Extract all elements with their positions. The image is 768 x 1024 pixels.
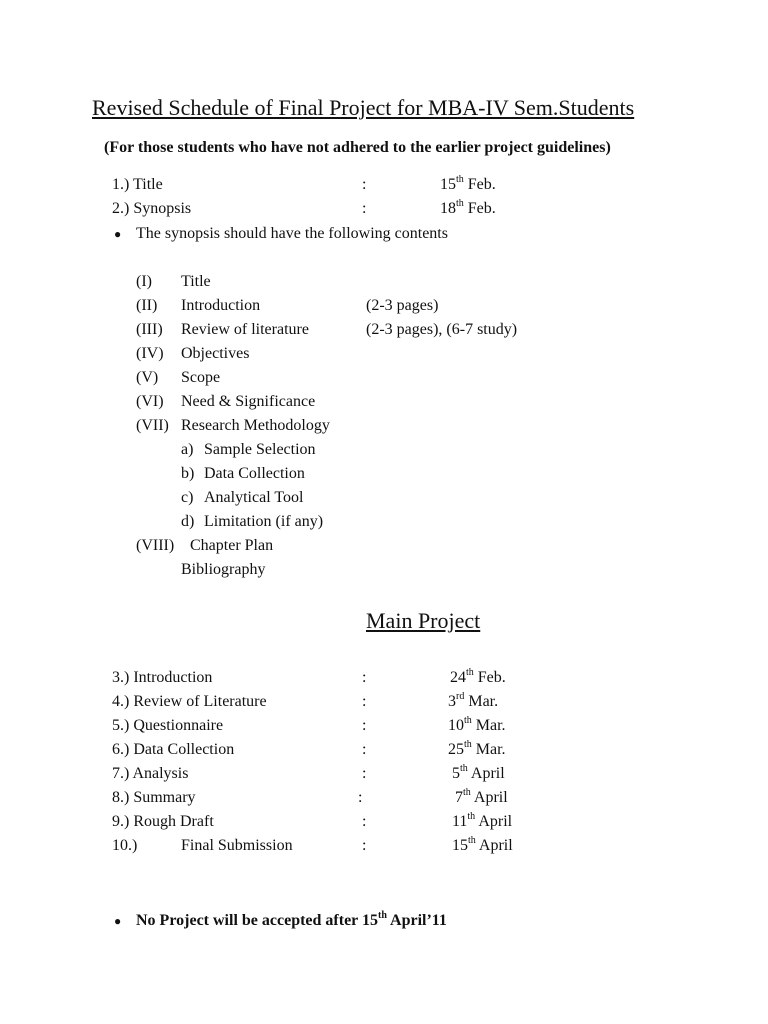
schedule-number: 10.) bbox=[112, 837, 138, 854]
contents-number: (VI) bbox=[136, 393, 164, 410]
methodology-letter: c) bbox=[181, 489, 194, 506]
schedule-separator: : bbox=[362, 717, 367, 734]
contents-number: (III) bbox=[136, 321, 163, 338]
schedule-date: 10th Mar. bbox=[448, 715, 506, 734]
schedule-date: 25th Mar. bbox=[448, 739, 506, 758]
contents-note: (2-3 pages), (6-7 study) bbox=[366, 321, 518, 338]
contents-number: (VIII) bbox=[136, 537, 175, 554]
schedule-separator: : bbox=[362, 813, 367, 830]
schedule-date: 18th Feb. bbox=[440, 198, 496, 217]
contents-item: Objectives bbox=[181, 345, 250, 362]
methodology-item: Sample Selection bbox=[204, 441, 316, 458]
section-heading: Main Project bbox=[366, 608, 481, 633]
methodology-item: Data Collection bbox=[204, 465, 305, 482]
schedule-date: 11th April bbox=[452, 811, 513, 830]
schedule-separator: : bbox=[362, 837, 367, 854]
contents-number: (II) bbox=[136, 297, 158, 314]
schedule-date: 5th April bbox=[452, 763, 505, 782]
final-note: No Project will be accepted after 15th April’11 bbox=[136, 910, 447, 929]
methodology-item: Limitation (if any) bbox=[204, 513, 324, 530]
schedule-separator: : bbox=[362, 176, 367, 193]
contents-item: Introduction bbox=[181, 297, 261, 314]
methodology-item: Analytical Tool bbox=[204, 489, 304, 506]
contents-item: Chapter Plan bbox=[190, 537, 274, 554]
contents-item: Review of literature bbox=[181, 321, 309, 338]
schedule-date: 7th April bbox=[455, 787, 508, 806]
bullet-icon: ● bbox=[114, 914, 122, 928]
schedule-separator: : bbox=[362, 200, 367, 217]
contents-item: Scope bbox=[181, 369, 221, 386]
schedule-label: 7.) Analysis bbox=[112, 765, 189, 782]
schedule-label: 4.) Review of Literature bbox=[112, 693, 267, 710]
schedule-label: 3.) Introduction bbox=[112, 669, 213, 686]
schedule-separator: : bbox=[362, 669, 367, 686]
page-subtitle: (For those students who have not adhered to the earlier project guidelines) bbox=[104, 139, 611, 156]
contents-note: (2-3 pages) bbox=[366, 297, 439, 314]
schedule-separator: : bbox=[362, 765, 367, 782]
schedule-separator: : bbox=[362, 741, 367, 758]
schedule-date: 3rd Mar. bbox=[448, 691, 499, 710]
contents-number: (IV) bbox=[136, 345, 164, 362]
schedule-date: 24th Feb. bbox=[450, 667, 506, 686]
methodology-letter: b) bbox=[181, 465, 195, 482]
synopsis-note: The synopsis should have the following contents bbox=[136, 225, 448, 242]
bullet-icon: ● bbox=[114, 227, 122, 241]
contents-number: (V) bbox=[136, 369, 159, 386]
schedule-label: 1.) Title bbox=[112, 176, 163, 193]
bibliography: Bibliography bbox=[181, 561, 266, 578]
methodology-letter: d) bbox=[181, 513, 195, 530]
contents-item: Title bbox=[181, 273, 211, 290]
schedule-date: 15th Feb. bbox=[440, 174, 496, 193]
schedule-label: 2.) Synopsis bbox=[112, 200, 192, 217]
page-title: Revised Schedule of Final Project for MBA-IV Sem.Students bbox=[92, 95, 635, 120]
schedule-label: 6.) Data Collection bbox=[112, 741, 235, 758]
schedule-label: 9.) Rough Draft bbox=[112, 813, 214, 830]
methodology-letter: a) bbox=[181, 441, 194, 458]
schedule-label: 5.) Questionnaire bbox=[112, 717, 224, 734]
contents-item: Need & Significance bbox=[181, 393, 316, 410]
schedule-label: 8.) Summary bbox=[112, 789, 196, 806]
schedule-separator: : bbox=[362, 693, 367, 710]
schedule-separator: : bbox=[358, 789, 363, 806]
schedule-date: 15th April bbox=[452, 835, 513, 854]
schedule-label: Final Submission bbox=[181, 837, 293, 854]
contents-item: Research Methodology bbox=[181, 417, 330, 434]
contents-number: (I) bbox=[136, 273, 152, 290]
contents-number: (VII) bbox=[136, 417, 169, 434]
